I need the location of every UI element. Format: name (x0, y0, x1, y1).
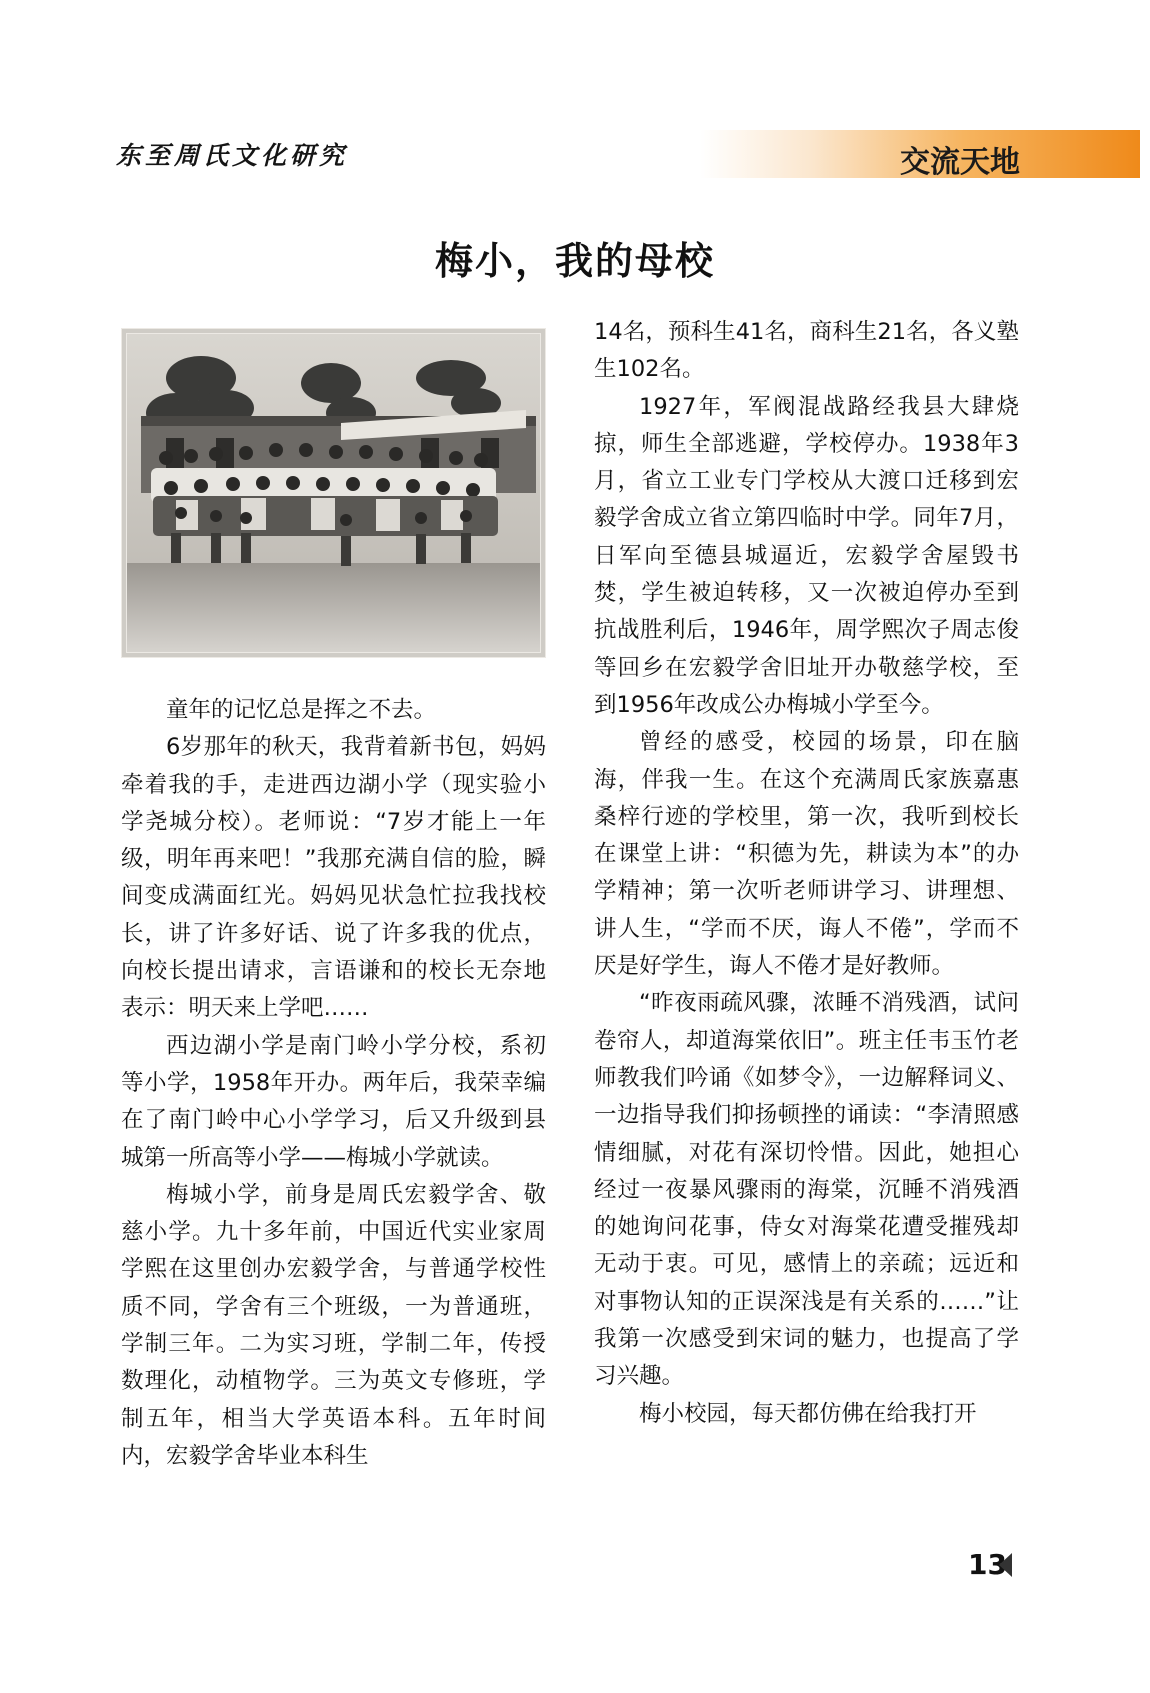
paragraph-continuation: 14名，预科生41名，商科生21名，各义塾生102名。 (594, 319, 1019, 383)
paragraph: 童年的记忆总是挥之不去。 (166, 697, 437, 723)
class-group-photo (121, 328, 546, 658)
paragraph: “昨夜雨疏风骤，浓睡不消残酒，试问卷帘人，却道海棠依旧”。班主任韦玉竹老师教我们吟诵《如梦令》，一边解释词义、一边指导我们抑扬顿挫的诵读：“李清照感情细腻，对花有深切怜惜。因此，她担心经过一夜暴风骤雨的海棠，沉睡不消残酒的她询问花事，侍女对海棠花遭受摧残却无动于衷。可见，感情上的亲疏；远近和对事物认知的正误深浅是有关系的……”让我第一次感受到宋词的魅力，也提高了学习兴趣。 (594, 990, 1019, 1390)
paragraph: 西边湖小学是南门岭小学分校，系初等小学，1958年开办。两年后，我荣幸编在了南门岭中心小学学习，后又升级到县城第一所高等小学——梅城小学就读。 (121, 1032, 546, 1171)
article-title: 梅小，我的母校 (434, 238, 715, 283)
right-text-column (594, 314, 1019, 1433)
paragraph: 1927年，军阀混战路经我县大肆烧掠，师生全部逃避，学校停办。1938年3月，省立工业专门学校从大渡口迁移到宏毅学舍成立省立第四临时中学。同年7月，日军向至德县城逼近，宏毅学舍屋毁书焚，学生被迫转移，又一次被迫停办至到抗战胜利后，1946年，周学熙次子周志俊等回乡在宏毅学舍旧址开办敬慈学校，至到1956年改成公办梅城小学至今。 (594, 393, 1019, 718)
paragraph: 6岁那年的秋天，我背着新书包，妈妈牵着我的手，走进西边湖小学（现实验小学尧城分校）。老师说：“7岁才能上一年级，明年再来吧！”我那充满自信的脸，瞬间变成满面红光。妈妈见状急忙拉我找校长，讲了许多好话、说了许多我的优点，向校长提出请求，言语谦和的校长无奈地表示：明天来上学吧…… (121, 734, 546, 1022)
paragraph: 曾经的感受，校园的场景，印在脑海，伴我一生。在这个充满周氏家族嘉惠桑梓行迹的学校里，第一次，我听到校长在课堂上讲：“积德为先，耕读为本”的办学精神；第一次听老师讲学习、讲理想、讲人生，“学而不厌，诲人不倦”，学而不厌是好学生，诲人不倦才是好教师。 (594, 729, 1019, 980)
paragraph: 梅小校园，每天都仿佛在给我打开 (639, 1400, 977, 1427)
paragraph: 梅城小学，前身是周氏宏毅学舍、敬慈小学。九十多年前，中国近代实业家周学熙在这里创办宏毅学舍，与普通学校性质不同，学舍有三个班级，一为普通班，学制三年。二为实习班，学制二年，传授数理化，动植物学。三为英文专修班，学制五年，相当大学英语本科。五年时间内，宏毅学舍毕业本科生 (121, 1181, 546, 1469)
page-number: 13 (968, 1548, 1007, 1581)
section-label: 交流天地 (900, 145, 1020, 180)
left-text-column (121, 692, 546, 1475)
left-triangle-icon (999, 1553, 1012, 1577)
journal-title: 东至周氏文化研究 (116, 141, 349, 170)
